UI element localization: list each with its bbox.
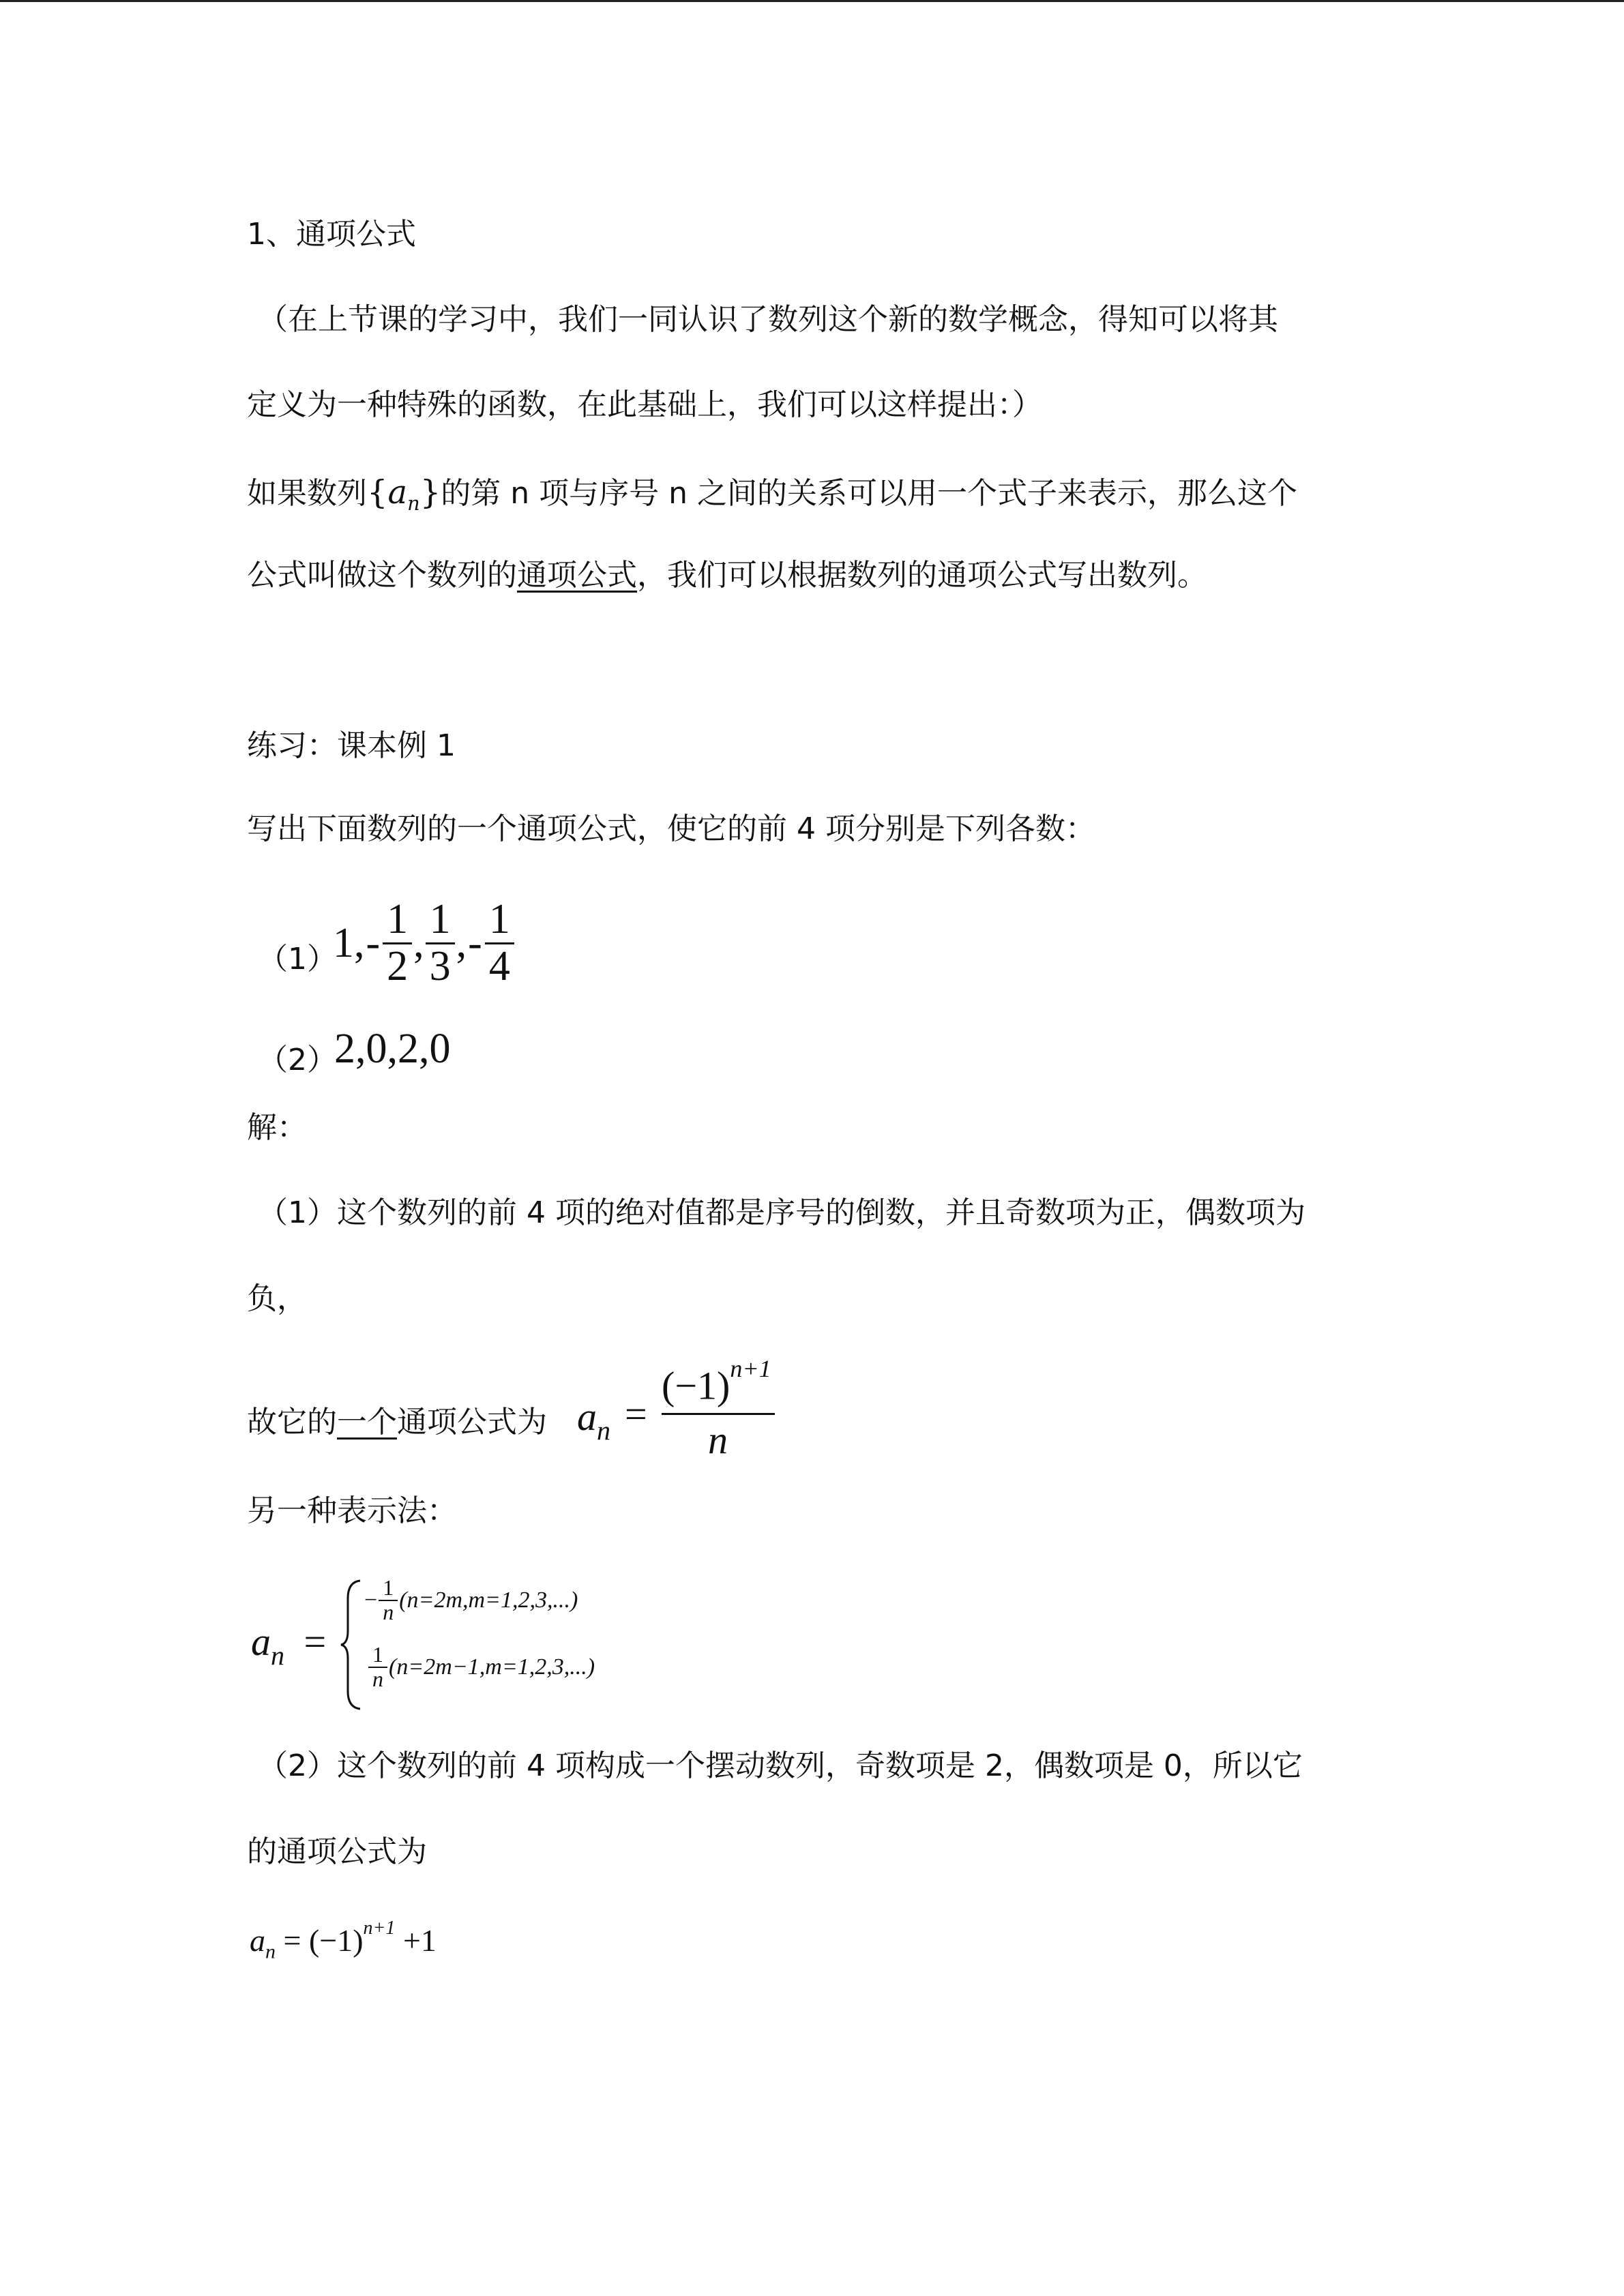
sequence-2: 2,0,2,0 (334, 1025, 451, 1072)
definition-line-2: 公式叫做这个数列的通项公式，我们可以根据数列的通项公式写出数列。 (247, 558, 1207, 593)
formula-intro: 故它的一个通项公式为 (247, 1405, 547, 1440)
underlined-one: 一个 (337, 1405, 397, 1440)
section-title: 1、通项公式 (247, 217, 416, 252)
term-general-formula: 通项公式 (517, 558, 637, 593)
solution-label: 解： (247, 1110, 307, 1145)
general-formula: $a_n$ = $(-1)^{n+1}$ n (577, 1354, 782, 1463)
exercise-prompt: 写出下面数列的一个通项公式，使它的前 4 项分别是下列各数： (247, 811, 1095, 846)
piecewise-case-2: $\frac{1}{n}$ (n=2m−1,m=1,2,3,...) (367, 1643, 595, 1690)
item2-label: （2） (258, 1043, 337, 1077)
definition-post: 的第 n 项与序号 n 之间的关系可以用一个式子来表示，那么这个 (441, 476, 1297, 511)
definition-pre: 如果数列 (247, 476, 367, 511)
solution-p2-line-1: （2）这个数列的前 4 项构成一个摆动数列，奇数项是 2，偶数项是 0，所以它 (258, 1748, 1303, 1783)
alt-label: 另一种表示法： (247, 1493, 457, 1528)
sequence-symbol: $\{a_n\}$ (367, 473, 441, 516)
definition-line-1 (247, 473, 1297, 516)
intro-line-2: 定义为一种特殊的函数，在此基础上，我们可以这样提出：） (247, 387, 1042, 422)
formula-numerator: $(-1)^{n+1}$ (662, 1355, 771, 1408)
left-brace (338, 1578, 366, 1712)
fraction-1-3: $\frac{1}{3}$ (426, 897, 455, 988)
exercise-title: 练习：课本例 1 (247, 728, 456, 763)
sequence-1: 1, - $\frac{1}{2}$ , $\frac{1}{3}$ , - $\frac{1}{4}$ (333, 892, 516, 994)
formula-denominator: n (708, 1418, 728, 1462)
solution-p1-line-2: 负， (247, 1281, 307, 1316)
formula-bar (662, 1413, 775, 1415)
intro-line-1: （在上节课的学习中，我们一同认识了数列这个新的数学概念，得知可以将其 (258, 302, 1278, 337)
piecewise-case-1: − $\frac{1}{n}$ (n=2m,m=1,2,3,...) (364, 1575, 578, 1624)
piecewise-formula: $a_n$ = − $\frac{1}{n}$ (n=2m,m=1,2,3,...) $\frac{1}{n}$ (n=2m−1,m=1,2,3,...) (251, 1575, 660, 1712)
general-formula-2: $a_n = (-1)^{n+1} +1$ (250, 1918, 437, 1963)
fraction-1-4: $\frac{1}{4}$ (485, 897, 514, 988)
solution-p1-line-1: （1）这个数列的前 4 项的绝对值都是序号的倒数，并且奇数项为正，偶数项为 (258, 1195, 1305, 1230)
solution-p2-line-2: 的通项公式为 (247, 1834, 427, 1869)
fraction-1-2: $\frac{1}{2}$ (383, 897, 412, 988)
item1-label: （1） (258, 942, 337, 976)
